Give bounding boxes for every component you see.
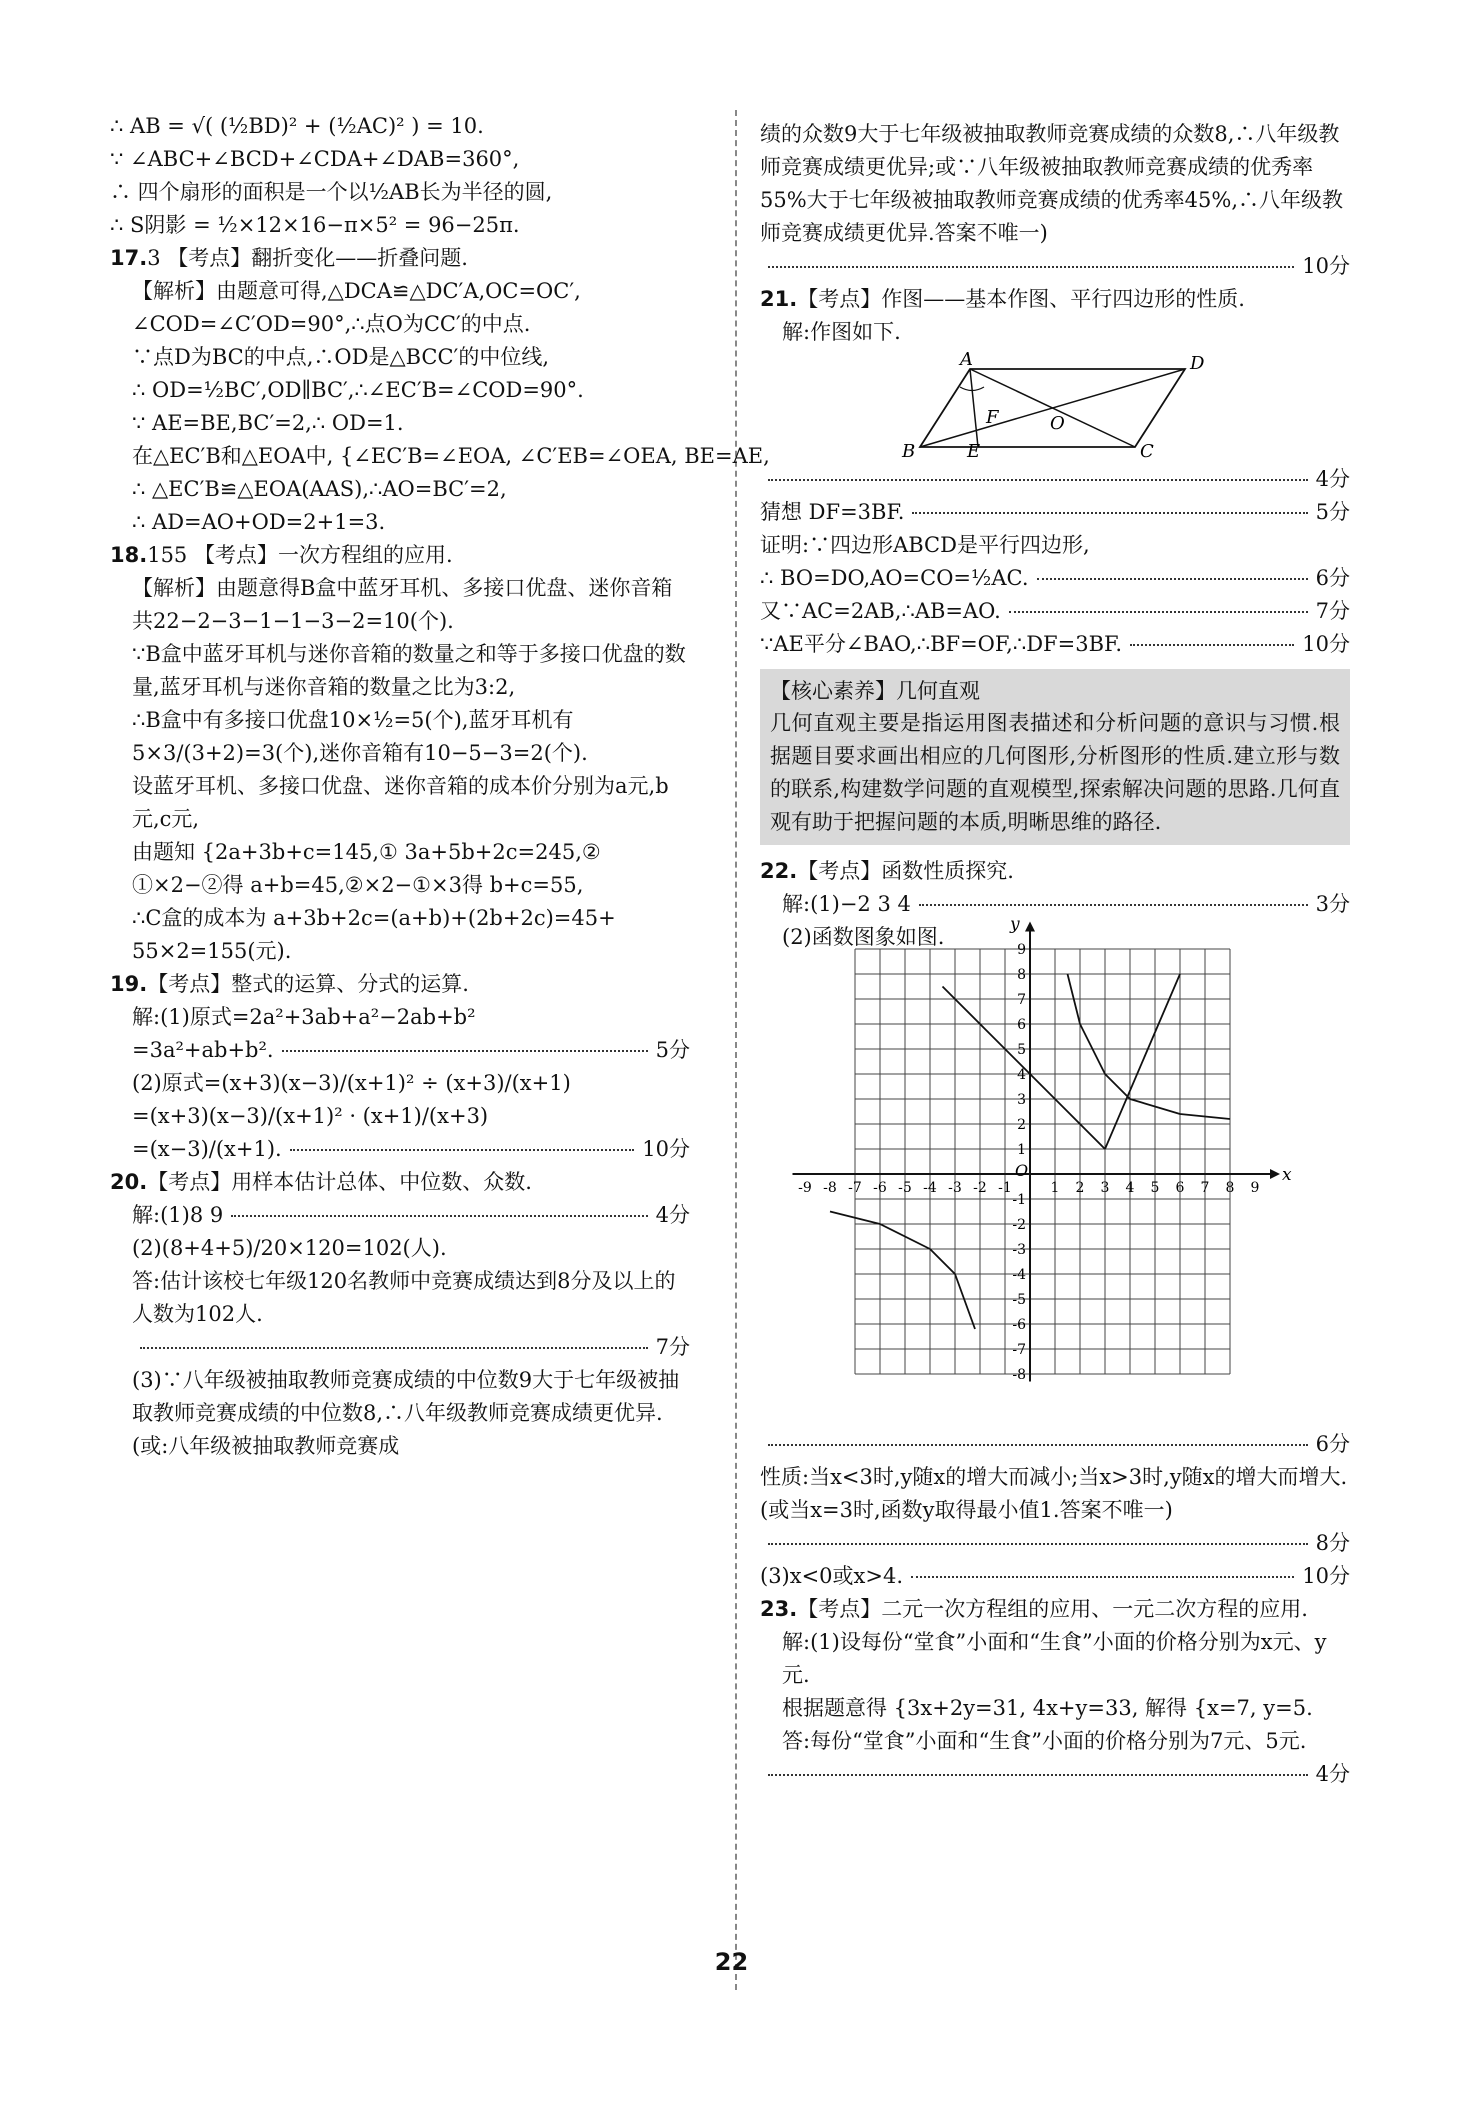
q17-line: ∠COD=∠C′OD=90°,∴点O为CC′的中点. [132,312,531,336]
x-tick-label: 2 [1075,1180,1085,1196]
x-axis-label: x [1282,1165,1292,1185]
q17-line: 【解析】由题意可得,△DCA≌△DC′A,OC=OC′, [132,279,581,303]
x-tick-label: 4 [1125,1180,1135,1196]
label-f: F [986,407,999,428]
x-tick-label: -7 [848,1180,862,1196]
q18-line: 【解析】由题意得B盒中蓝牙耳机、多接口优盘、迷你音箱共22−2−3−1−1−3−2=10(个). [132,576,673,633]
q21-score-1: 4分 [760,463,1350,496]
x-tick-label: -2 [973,1180,987,1196]
q23-heading: 23.【考点】二元一次方程组的应用、一元二次方程的应用. [760,1597,1308,1621]
q22-line-2: (2)函数图象如图. [782,925,945,949]
q19-heading: 19.【考点】整式的运算、分式的运算. [110,972,469,996]
q16-line-3: ∴ 四个扇形的面积是一个以½AB长为半径的圆, [110,180,553,204]
x-tick-label: 3 [1100,1180,1110,1196]
q22-score-3: 8分 [760,1527,1350,1560]
core-literacy-text: 几何直观主要是指运用图表描述和分析问题的意识与习惯.根据题目要求画出相应的几何图形,分析图形的性质.建立形与数的联系,构建数学问题的直观模型,探索解决问题的思路.几何直观有助于把握问题的本质,明晰思维的路径. [770,711,1340,834]
q23-line-1: 解:(1)设每份“堂食”小面和“生食”小面的价格分别为x元、y元. [782,1630,1327,1687]
x-tick-label: 8 [1225,1180,1235,1196]
q20-score-2: 7分 [110,1331,690,1364]
q17-line: ∴ AD=AO+OD=2+1=3. [132,510,386,534]
column-divider [735,110,737,1990]
q19-line-3: (2)原式=(x+3)(x−3)/(x+1)² ÷ (x+3)/(x+1) [132,1071,571,1095]
left-column [110,110,770,1463]
q18-line: ∴B盒中有多接口优盘10×½=5(个),蓝牙耳机有 [132,708,574,732]
y-tick-label: -1 [1012,1192,1026,1208]
q17-line: 在△EC′B和△EOA中, {∠EC′B=∠EOA, ∠C′EB=∠OEA, BE=AE, [132,444,770,468]
q17-line: ∵点D为BC的中点,∴OD是△BCC′的中位线, [132,345,550,369]
y-tick-label: 4 [1017,1067,1026,1083]
q21-line-2: 猜想 DF=3BF. 5分 [760,500,1350,524]
x-tick-label: 9 [1250,1180,1260,1196]
x-tick-label: 5 [1150,1180,1160,1196]
q16-line-4: ∴ S阴影 = ½×12×16−π×5² = 96−25π. [110,213,520,237]
y-axis-label: y [1010,914,1020,935]
q18-line: 5×3/(3+2)=3(个),迷你音箱有10−5−3=2(个). [132,741,588,765]
q19-line-2: =3a²+ab+b². 5分 [132,1038,690,1062]
q17-line: ∴ OD=½BC′,OD∥BC′,∴∠EC′B=∠COD=90°. [132,378,584,402]
x-axis-arrow [1270,1169,1280,1179]
y-tick-label: -2 [1012,1217,1026,1233]
q18-heading: 18.155 【考点】一次方程组的应用. [110,543,453,567]
q20-line-1: 解:(1)8 9 4分 [132,1203,690,1227]
q22-score-2: 6分 [760,1428,1350,1461]
x-tick-label: -1 [998,1180,1012,1196]
y-tick-label: 3 [1017,1092,1026,1108]
q18-line: ∴C盒的成本为 a+3b+2c=(a+b)+(2b+2c)=45+ [132,906,616,930]
q23-line-2: 根据题意得 {3x+2y=31, 4x+y=33, 解得 {x=7, y=5. [782,1696,1313,1720]
page-number: 22 [714,1948,749,1976]
y-tick-label: -3 [1012,1242,1026,1258]
y-tick-label: -7 [1012,1342,1026,1358]
q20-line-2: (2)(8+4+5)/20×120=102(人). [132,1236,447,1260]
q20-heading: 20.【考点】用样本估计总体、中位数、众数. [110,1170,532,1194]
x-tick-label: -8 [823,1180,837,1196]
q21-line-5: 又∵AC=2AB,∴AB=AO. 7分 [760,599,1350,623]
diagonal-bd [920,369,1185,447]
label-d: D [1190,353,1205,374]
origin-label: O [1015,1161,1029,1180]
q21-line-3: 证明:∵四边形ABCD是平行四边形, [760,533,1090,557]
q19-line-4: =(x+3)(x−3)/(x+1)² · (x+1)/(x+3) [132,1104,489,1128]
q18-line: 由题知 {2a+3b+c=145,① 3a+5b+2c=245,② [132,840,601,864]
q21-heading: 21.【考点】作图——基本作图、平行四边形的性质. [760,287,1245,311]
x-tick-label: -9 [798,1180,812,1196]
q20-line-4: (3)∵八年级被抽取教师竞赛成绩的中位数9大于七年级被抽取教师竞赛成绩的中位数8,∴八年级教师竞赛成绩更优异.(或:八年级被抽取教师竞赛成 [132,1368,680,1458]
label-a: A [960,349,973,370]
x-tick-label: -4 [923,1180,937,1196]
y-tick-label: -5 [1012,1292,1026,1308]
y-tick-label: -8 [1012,1367,1026,1383]
x-tick-label: -6 [873,1180,887,1196]
function-curve [1105,974,1180,1149]
y-tick-label: 2 [1017,1117,1026,1133]
label-o: O [1050,413,1065,434]
q17-line: ∵ AE=BE,BC′=2,∴ OD=1. [132,411,404,435]
q20-score-3: 10分 [760,250,1350,283]
parallelogram-figure [760,349,1350,462]
y-tick-label: 7 [1017,992,1026,1008]
function-curve [830,1212,975,1330]
y-tick-label: -4 [1012,1267,1026,1283]
q21-line-4: ∴ BO=DO,AO=CO=½AC. 6分 [760,566,1350,590]
y-tick-label: -6 [1012,1317,1026,1333]
q21-line-1: 解:作图如下. [782,320,901,344]
q22-line-4: (3)x<0或x>4. 10分 [760,1564,1350,1588]
q23-score-1: 4分 [760,1758,1350,1791]
x-tick-label: 7 [1200,1180,1210,1196]
q18-line: ∵B盒中蓝牙耳机与迷你音箱的数量之和等于多接口优盘的数量,蓝牙耳机与迷你音箱的数量之比为3:2, [132,642,686,699]
bisector-ae [970,369,978,447]
q19-line-5: =(x−3)/(x+1). 10分 [132,1137,690,1161]
q23-line-3: 答:每份“堂食”小面和“生食”小面的价格分别为7元、5元. [782,1729,1307,1753]
x-tick-label: 6 [1175,1180,1185,1196]
y-tick-label: 8 [1017,967,1026,983]
y-tick-label: 9 [1017,942,1026,958]
q19-line-1: 解:(1)原式=2a²+3ab+a²−2ab+b² [132,1005,476,1029]
q16-line-1: ∴ AB = √( (½BD)² + (½AC)² ) = 10. [110,114,484,138]
q18-line: 55×2=155(元). [132,939,292,963]
q22-line-1: 解:(1)−2 3 4 3分 [782,892,1350,916]
q16-line-2: ∵ ∠ABC+∠BCD+∠CDA+∠DAB=360°, [110,147,520,171]
q22-heading: 22.【考点】函数性质探究. [760,859,1014,883]
q18-line: 设蓝牙耳机、多接口优盘、迷你音箱的成本价分别为a元,b元,c元, [132,774,669,831]
y-tick-label: 1 [1017,1142,1026,1158]
label-e: E [967,441,981,462]
q20-continued: 绩的众数9大于七年级被抽取教师竞赛成绩的众数8,∴八年级教师竞赛成绩更优异;或∵八年级被抽取教师竞赛成绩的优秀率55%大于七年级被抽取教师竞赛成绩的优秀率45%,∴八年级教师竞赛成绩更优异.答案不唯一) [760,122,1344,245]
x-tick-label: -3 [948,1180,962,1196]
q21-line-6: ∵AE平分∠BAO,∴BF=OF,∴DF=3BF. 10分 [760,632,1350,656]
q17-heading: 17.3 【考点】翻折变化——折叠问题. [110,246,468,270]
q17-line: ∴ △EC′B≌△EOA(AAS),∴AO=BC′=2, [132,477,507,501]
right-column [760,118,1350,1791]
y-tick-label: 5 [1017,1042,1026,1058]
q22-line-3: 性质:当x<3时,y随x的增大而减小;当x>3时,y随x的增大而增大.(或当x=3时,函数y取得最小值1.答案不唯一) [760,1465,1348,1522]
x-tick-label: -5 [898,1180,912,1196]
label-c: C [1140,441,1154,462]
y-tick-label: 6 [1017,1017,1026,1033]
q18-line: ①×2−②得 a+b=45,②×2−①×3得 b+c=55, [132,873,584,897]
x-tick-label: 1 [1050,1180,1060,1196]
label-b: B [902,441,916,462]
core-literacy-title: 【核心素养】几何直观 [770,679,980,703]
core-literacy-box [760,669,1350,845]
q20-line-3: 答:估计该校七年级120名教师中竞赛成绩达到8分及以上的人数为102人. [132,1269,676,1326]
